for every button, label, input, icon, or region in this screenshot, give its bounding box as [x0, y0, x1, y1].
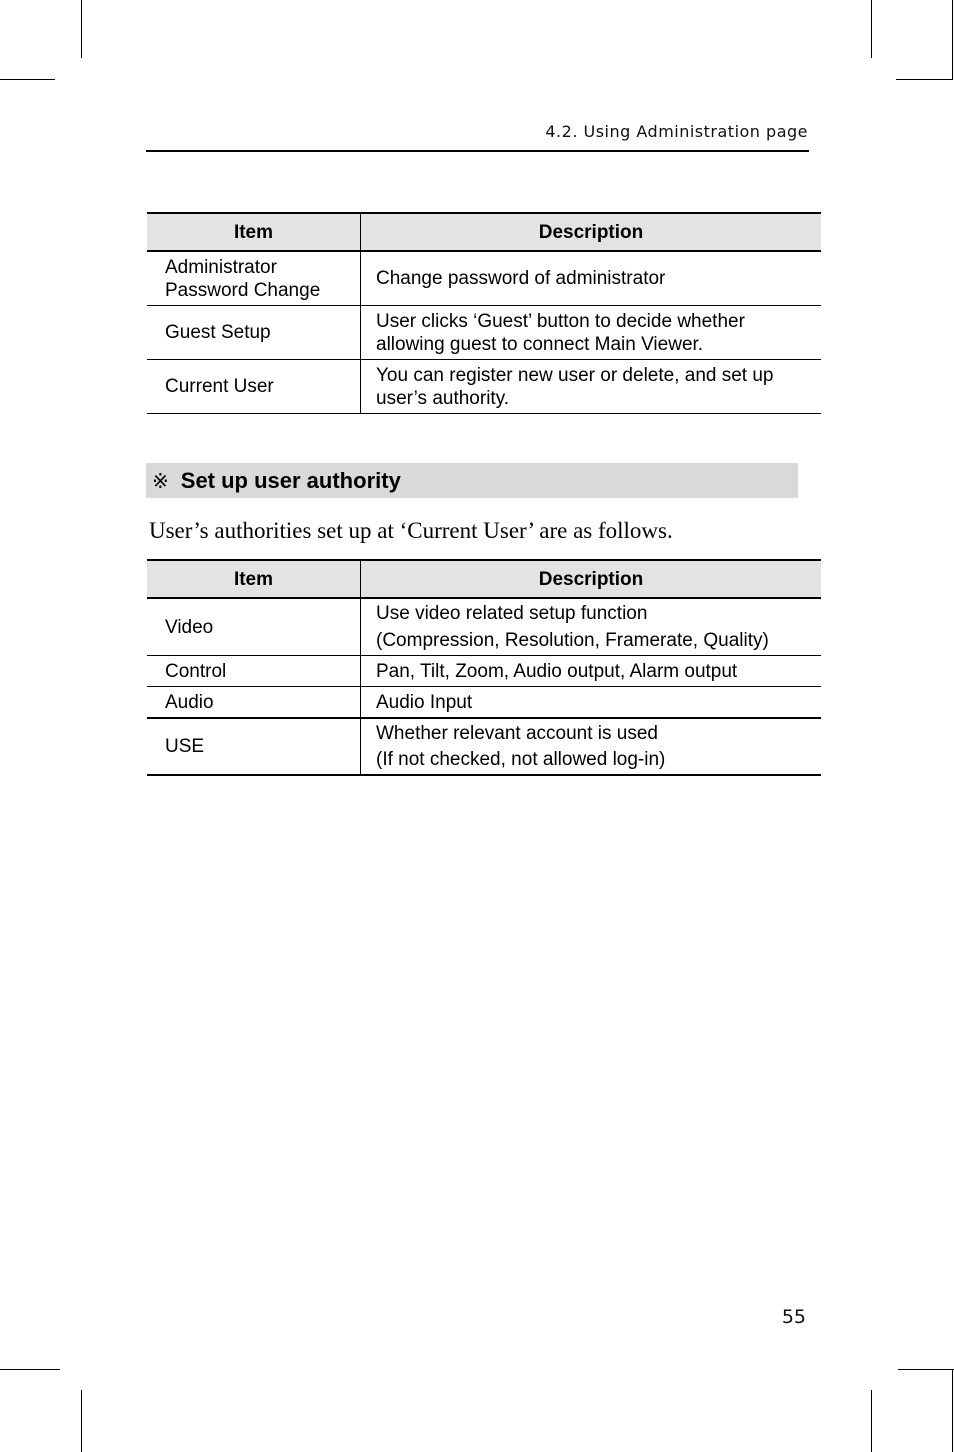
reference-mark-icon: ※ [152, 468, 169, 493]
description-cell: User clicks ‘Guest’ button to decide whether allowing guest to connect Main Viewer. [376, 310, 745, 355]
table-row [147, 251, 821, 306]
table-header-row [147, 560, 821, 598]
header-rule [146, 150, 809, 152]
table-row [147, 656, 821, 687]
crop-mark [952, 0, 953, 80]
item-cell: Guest Setup [147, 306, 361, 360]
crop-mark [871, 1390, 872, 1452]
column-header-item: Item [147, 560, 361, 598]
column-header-description: Description [361, 560, 822, 598]
table-header-row [147, 213, 821, 251]
section-title: Set up user authority [180, 467, 401, 493]
crop-mark [81, 0, 82, 58]
column-header-item: Item [147, 213, 361, 251]
crop-mark [81, 1390, 82, 1452]
page-number: 55 [781, 1306, 806, 1328]
running-header: 4.2. Using Administration page [545, 122, 808, 141]
table-row [147, 687, 821, 719]
crop-mark [896, 79, 953, 80]
item-cell: USE [147, 718, 361, 775]
settings-table [147, 212, 821, 414]
crop-mark [0, 1369, 60, 1370]
description-cell: Use video related setup function (Compression, Resolution, Framerate, Quality) [376, 603, 769, 651]
crop-mark [0, 79, 55, 80]
table-row [147, 360, 821, 414]
crop-mark [952, 1369, 953, 1452]
description-cell: You can register new user or delete, and set up user’s authority. [376, 364, 774, 409]
description-cell: Pan, Tilt, Zoom, Audio output, Alarm output [376, 660, 738, 682]
authority-table [147, 559, 821, 776]
column-header-description: Description [361, 213, 822, 251]
item-cell: Video [147, 598, 361, 656]
crop-mark [898, 1369, 954, 1370]
table-row [147, 598, 821, 656]
item-cell: Current User [147, 360, 361, 414]
item-cell: Administrator Password Change [147, 251, 361, 306]
description-cell: Whether relevant account is used (If not checked, not allowed log-in) [376, 722, 666, 770]
crop-mark [871, 0, 872, 58]
table-row [147, 718, 821, 775]
item-cell: Audio [147, 687, 361, 719]
description-cell: Audio Input [376, 691, 473, 713]
intro-paragraph: User’s authorities set up at ‘Current User’ are as follows. [149, 518, 673, 543]
item-cell: Control [147, 656, 361, 687]
table-row [147, 306, 821, 360]
description-cell: Change password of administrator [376, 268, 666, 289]
section-heading [146, 463, 798, 498]
